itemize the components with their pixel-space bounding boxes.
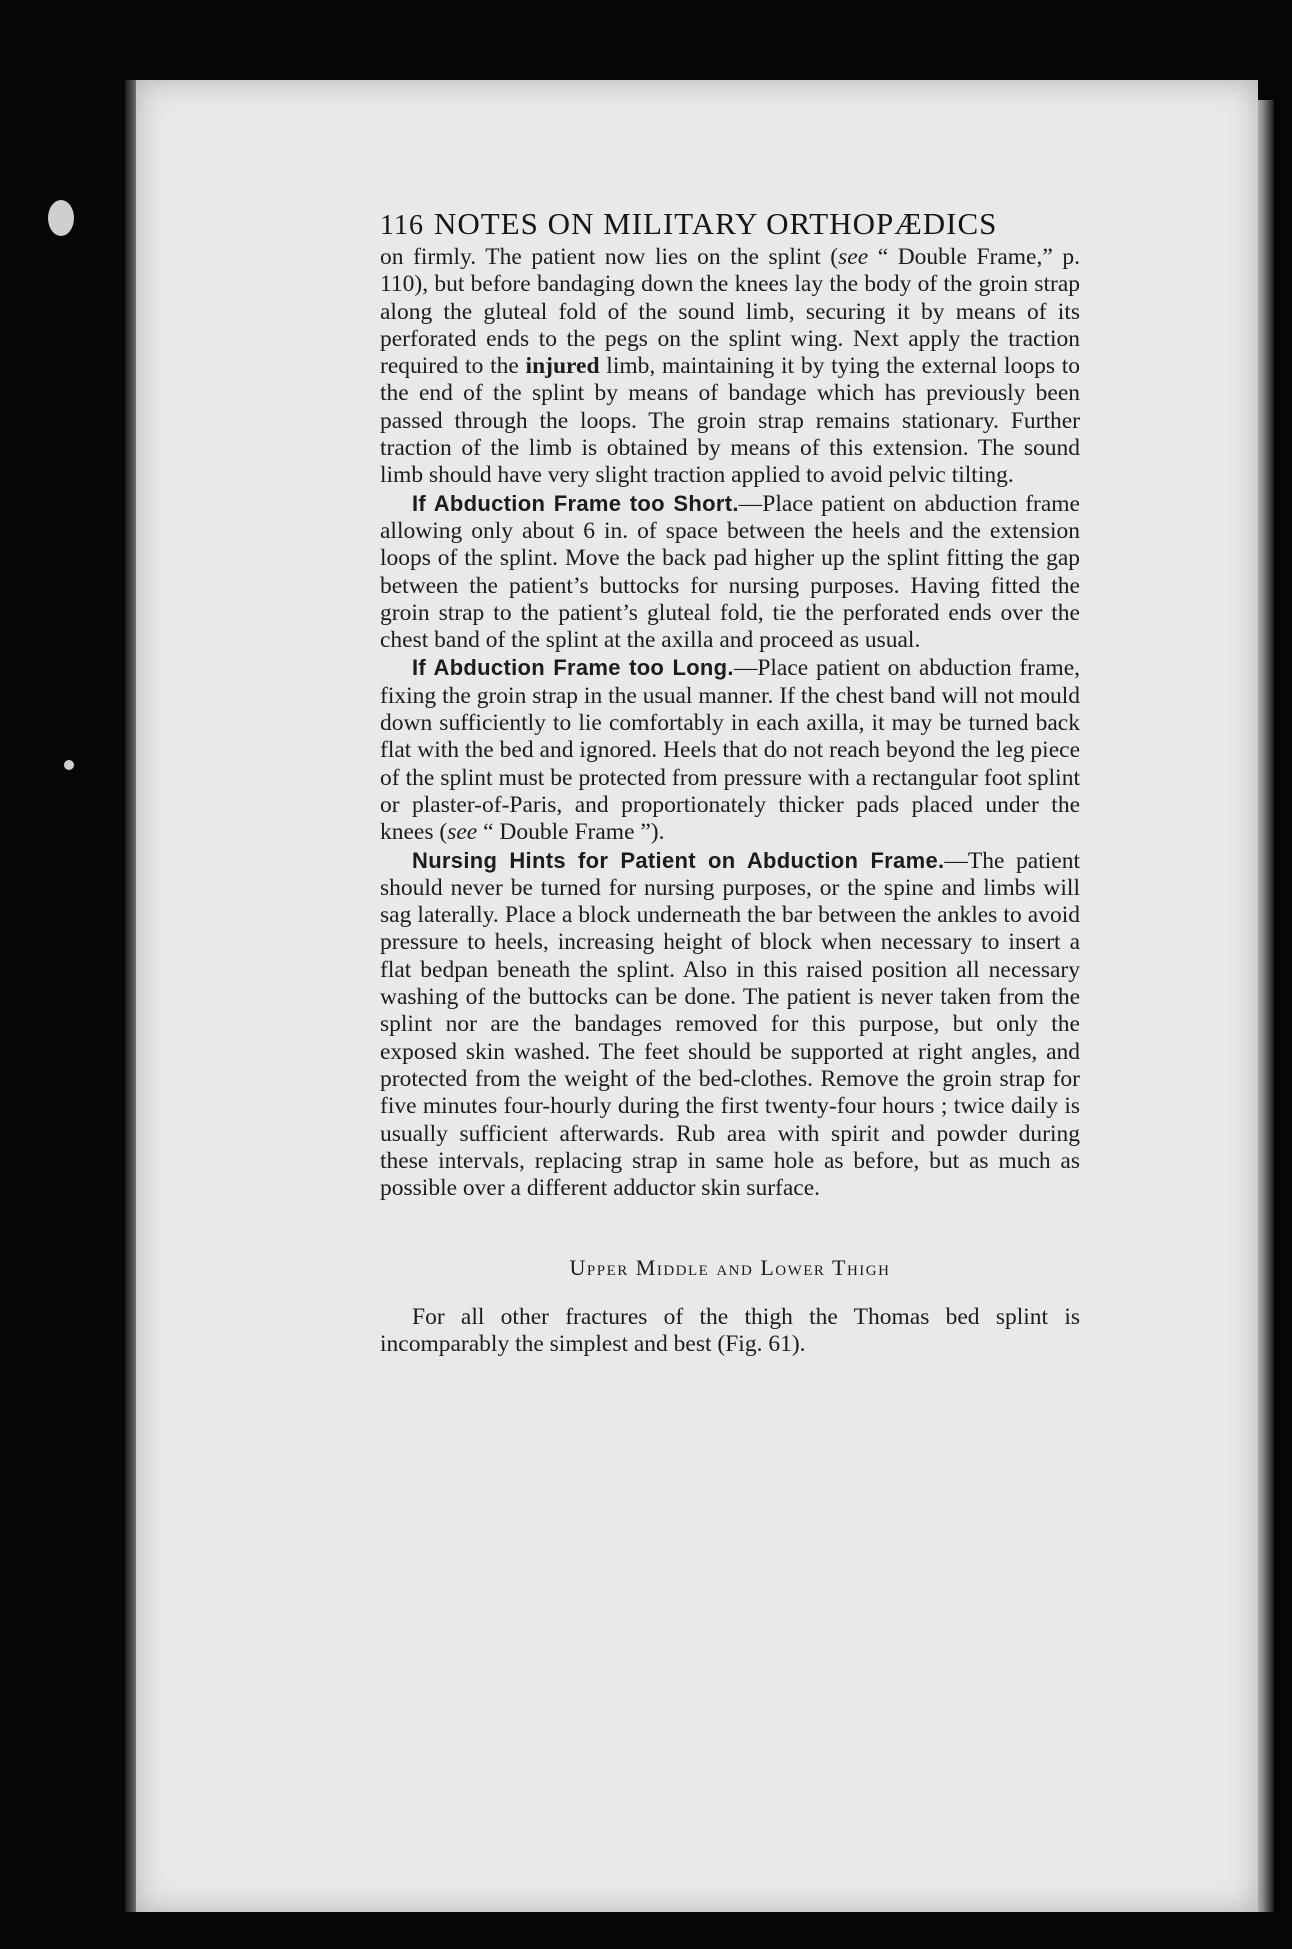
page-content [380, 206, 1080, 1358]
text-run: “ Double Frame ”). [477, 819, 665, 846]
running-head-title: NOTES ON MILITARY ORTHOPÆDICS [433, 206, 998, 241]
body-text [380, 244, 1080, 1358]
paragraph-continuation [380, 244, 1080, 490]
paragraph-abduction-long [380, 654, 1080, 846]
section-heading: Upper Middle and Lower Thigh [569, 1255, 891, 1281]
text-run: —Place patient on abduction frame allowing only about 6 in. of space between the heels and the extension loops of the splint. Move the back pad higher up the splint fitting the gap between the patient’s buttocks for nursing purposes. Having fitted the groin strap to the patient’s gluteal fold, tie the perforated ends over the chest band of the splint at the axilla and proceed as usual. [380, 490, 1080, 654]
scan-speck [64, 760, 74, 770]
run-in-heading: If Abduction Frame too Short. [412, 490, 739, 516]
paragraph-nursing-hints [380, 847, 1080, 1203]
text-run: —The patient should never be turned for nursing purposes, or the spine and limbs will sag laterally. Place a block underneath the bar between the ankles to avoid pressure to heels, increasing height of block when necessary to insert a flat bedpan beneath the splint. Also in this raised position all necessary washing of the buttocks can be done. The patient is never taken from the splint nor are the bandages removed for this purpose, but only the exposed skin washed. The feet should be supported at right angles, and protected from the weight of the bed-clothes. Remove the groin strap for five minutes four-hourly during the first twenty-four hours ; twice daily is usually sufficient afterwards. Rub area with spirit and powder during these intervals, replacing strap in same hole as before, but as much as possible over a different adductor skin surface. [380, 847, 1081, 1202]
running-head [380, 206, 1080, 242]
text-run: “ Double Frame,” p. 110), but before bandaging down the knees lay the body of the groin strap along the gluteal fold of the sound limb, securing it by means of its perforated ends to the pegs on the splint wing. Next apply the traction required to the [380, 244, 1080, 380]
run-in-heading: Nursing Hints for Patient on Abduction Frame. [412, 847, 945, 873]
page-number: 116 [380, 210, 424, 241]
paragraph-section: For all other fractures of the thigh the Thomas bed splint is incomparably the simplest and best (Fig. 61). [380, 1303, 1080, 1357]
text-run-bold: injured [525, 353, 600, 380]
text-run-italic: see [447, 819, 478, 846]
text-run-italic: see [838, 244, 869, 270]
paragraph-abduction-short [380, 490, 1080, 655]
text-run: limb, maintaining it by tying the external loops to the end of the splint by means of bandage which has previously been passed through the loops. The groin strap remains stationary. Further traction of the limb is obtained by means of this extension. The sound limb should have very slight traction applied to avoid pelvic tilting. [380, 353, 1080, 489]
text-run: —Place patient on abduction frame, fixing the groin strap in the usual manner. If the chest band will not mould down sufficiently to lie comfortably in each axilla, it may be turned back flat with the bed and ignored. Heels that do not reach beyond the leg piece of the splint must be protected from pressure with a rectangular foot splint or plaster-of-Paris, and proportionately thicker pads placed under the knees ( [380, 655, 1080, 846]
text-run: on firmly. The patient now lies on the splint ( [380, 244, 839, 270]
scan-speck [48, 200, 74, 236]
run-in-heading: If Abduction Frame too Long. [412, 655, 734, 681]
